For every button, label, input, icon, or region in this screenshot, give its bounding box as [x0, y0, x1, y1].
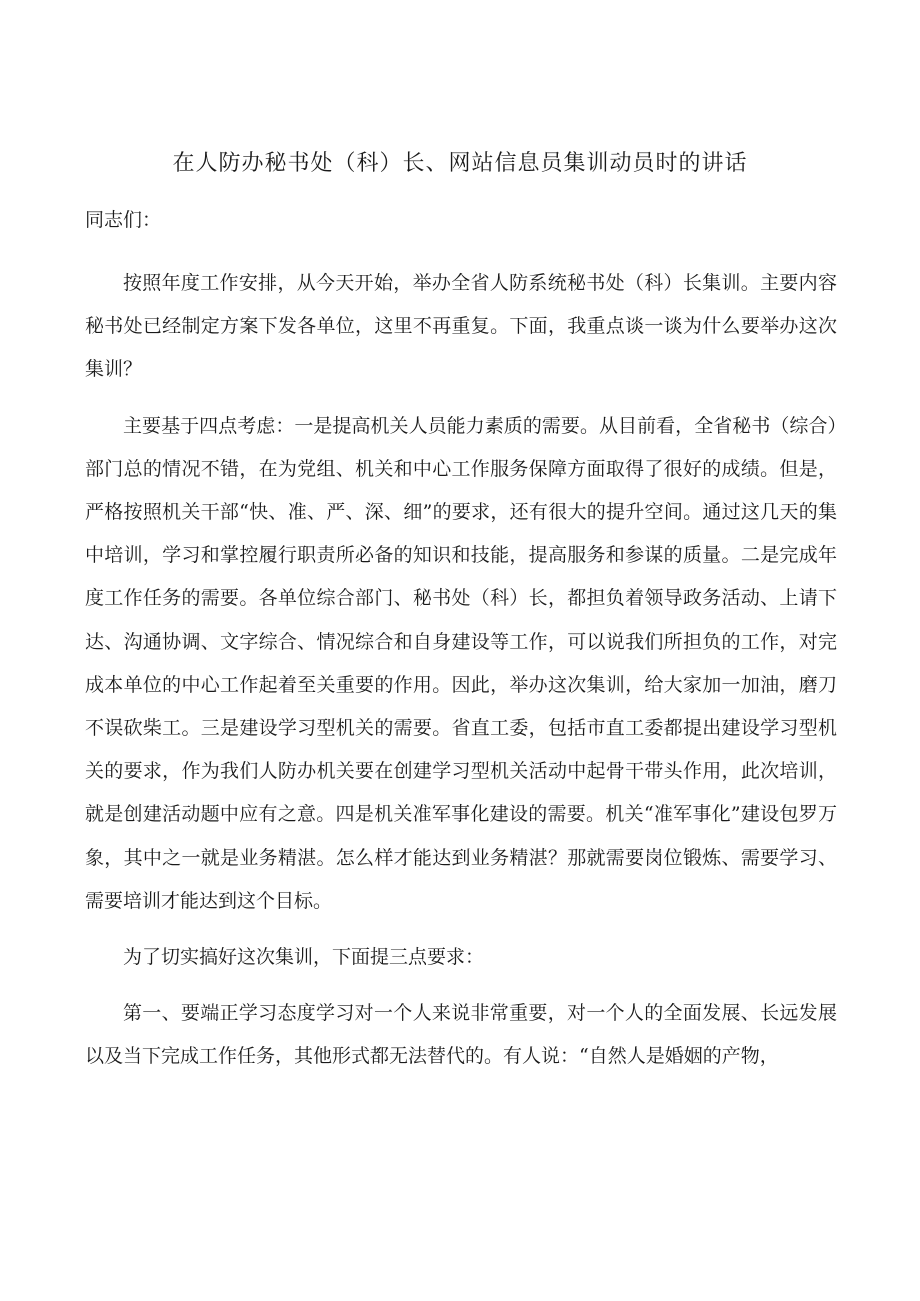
document-title: 在人防办秘书处（科）长、网站信息员集训动员时的讲话 [172, 151, 748, 176]
document-body [85, 262, 837, 1092]
paragraph-requirements-intro: 为了切实搞好这次集训，下面提三点要求： [123, 946, 485, 969]
paragraph-intro: 按照年度工作安排，从今天开始，举办全省人防系统秘书处（科）长集训。主要内容秘书处已经制定方案下发各单位，这里不再重复。下面，我重点谈一谈为什么要举办这次集训？ [85, 272, 837, 381]
paragraph-reasons: 主要基于四点考虑：一是提高机关人员能力素质的需要。从目前看，全省秘书（综合）部门总的情况不错，在为党组、机关和中心工作服务保障方面取得了很好的成绩。但是，严格按照机关干部“快、准、严、深、细”的要求，还有很大的提升空间。通过这几天的集中培训，学习和掌控履行职责所必备的知识和技能，提高服务和参谋的质量。二是完成年度工作任务的需要。各单位综合部门、秘书处（科）长，都担负着领导政务活动、上请下达、沟通协调、文字综合、情况综合和自身建设等工作，可以说我们所担负的工作，对完成本单位的中心工作起着至关重要的作用。因此，举办这次集训，给大家加一加油，磨刀不误砍柴工。三是建设学习型机关的需要。省直工委，包括市直工委都提出建设学习型机关的要求，作为我们人防办机关要在创建学习型机关活动中起骨干带头作用，此次培训，就是创建活动题中应有之意。四是机关准军事化建设的需要。机关“准军事化”建设包罗万象，其中之一就是业务精湛。怎么样才能达到业务精湛？那就需要岗位锻炼、需要学习、需要培训才能达到这个目标。 [85, 414, 837, 912]
paragraph-first-requirement: 第一、要端正学习态度学习对一个人来说非常重要，对一个人的全面发展、长远发展以及当下完成工作任务，其他形式都无法替代的。有人说：“自然人是婚姻的产物， [85, 1002, 837, 1068]
salutation: 同志们： [85, 209, 162, 231]
